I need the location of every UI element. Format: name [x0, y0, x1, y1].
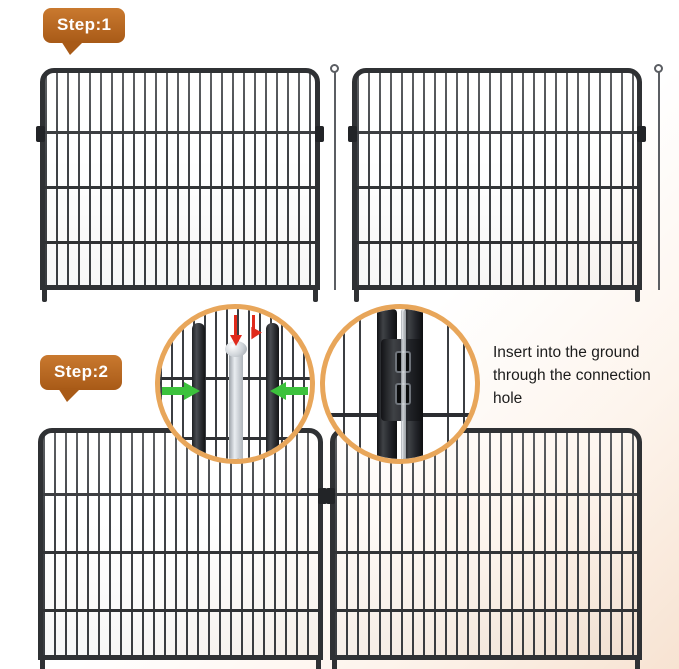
bubble-tail-icon — [58, 388, 81, 402]
connector-knuckle — [315, 126, 324, 142]
connector-knuckle — [326, 488, 335, 504]
callout-content — [325, 309, 475, 459]
callout-connection-hole — [320, 304, 480, 464]
ground-stake-icon — [334, 72, 336, 290]
ground-spike — [316, 658, 321, 669]
stake-pin — [401, 309, 406, 459]
fence-panel-step1-right — [352, 68, 642, 290]
hinge-pin — [229, 349, 243, 459]
step-2-label: Step:2 — [54, 362, 109, 381]
callout-connect-panels — [155, 304, 315, 464]
step-2-badge — [40, 355, 122, 390]
fence-panel-step2-left — [38, 428, 323, 660]
red-down-arrow-icon — [234, 315, 237, 337]
ground-spike — [313, 288, 318, 302]
green-left-arrow-icon — [286, 387, 308, 395]
ground-spike — [354, 288, 359, 302]
callout-content — [160, 309, 310, 459]
connector-knuckle — [36, 126, 45, 142]
insert-instruction-text: Insert into the ground through the connection hole — [493, 344, 651, 407]
ground-stake-icon — [658, 72, 660, 290]
ground-spike — [40, 658, 45, 669]
panel-frame — [330, 428, 642, 660]
panel-frame — [40, 68, 320, 290]
step-1-badge — [43, 8, 125, 43]
fence-panel-step1-left — [40, 68, 320, 290]
step-1-label: Step:1 — [57, 15, 112, 34]
green-right-arrow-icon — [184, 382, 200, 400]
ground-spike — [635, 288, 640, 302]
ground-spike — [42, 288, 47, 302]
ground-spike — [635, 658, 640, 669]
ground-stake-icon — [330, 64, 339, 73]
green-right-arrow-icon — [162, 387, 184, 395]
connector-knuckle — [348, 126, 357, 142]
bubble-tail-icon — [61, 41, 84, 55]
connector-knuckle — [637, 126, 646, 142]
ground-stake-icon — [654, 64, 663, 73]
green-left-arrow-icon — [270, 382, 286, 400]
ground-spike — [332, 658, 337, 669]
red-down-arrow-icon — [230, 335, 242, 346]
panel-frame — [38, 428, 323, 660]
fence-panel-step2-right — [330, 428, 642, 660]
panel-frame — [352, 68, 642, 290]
